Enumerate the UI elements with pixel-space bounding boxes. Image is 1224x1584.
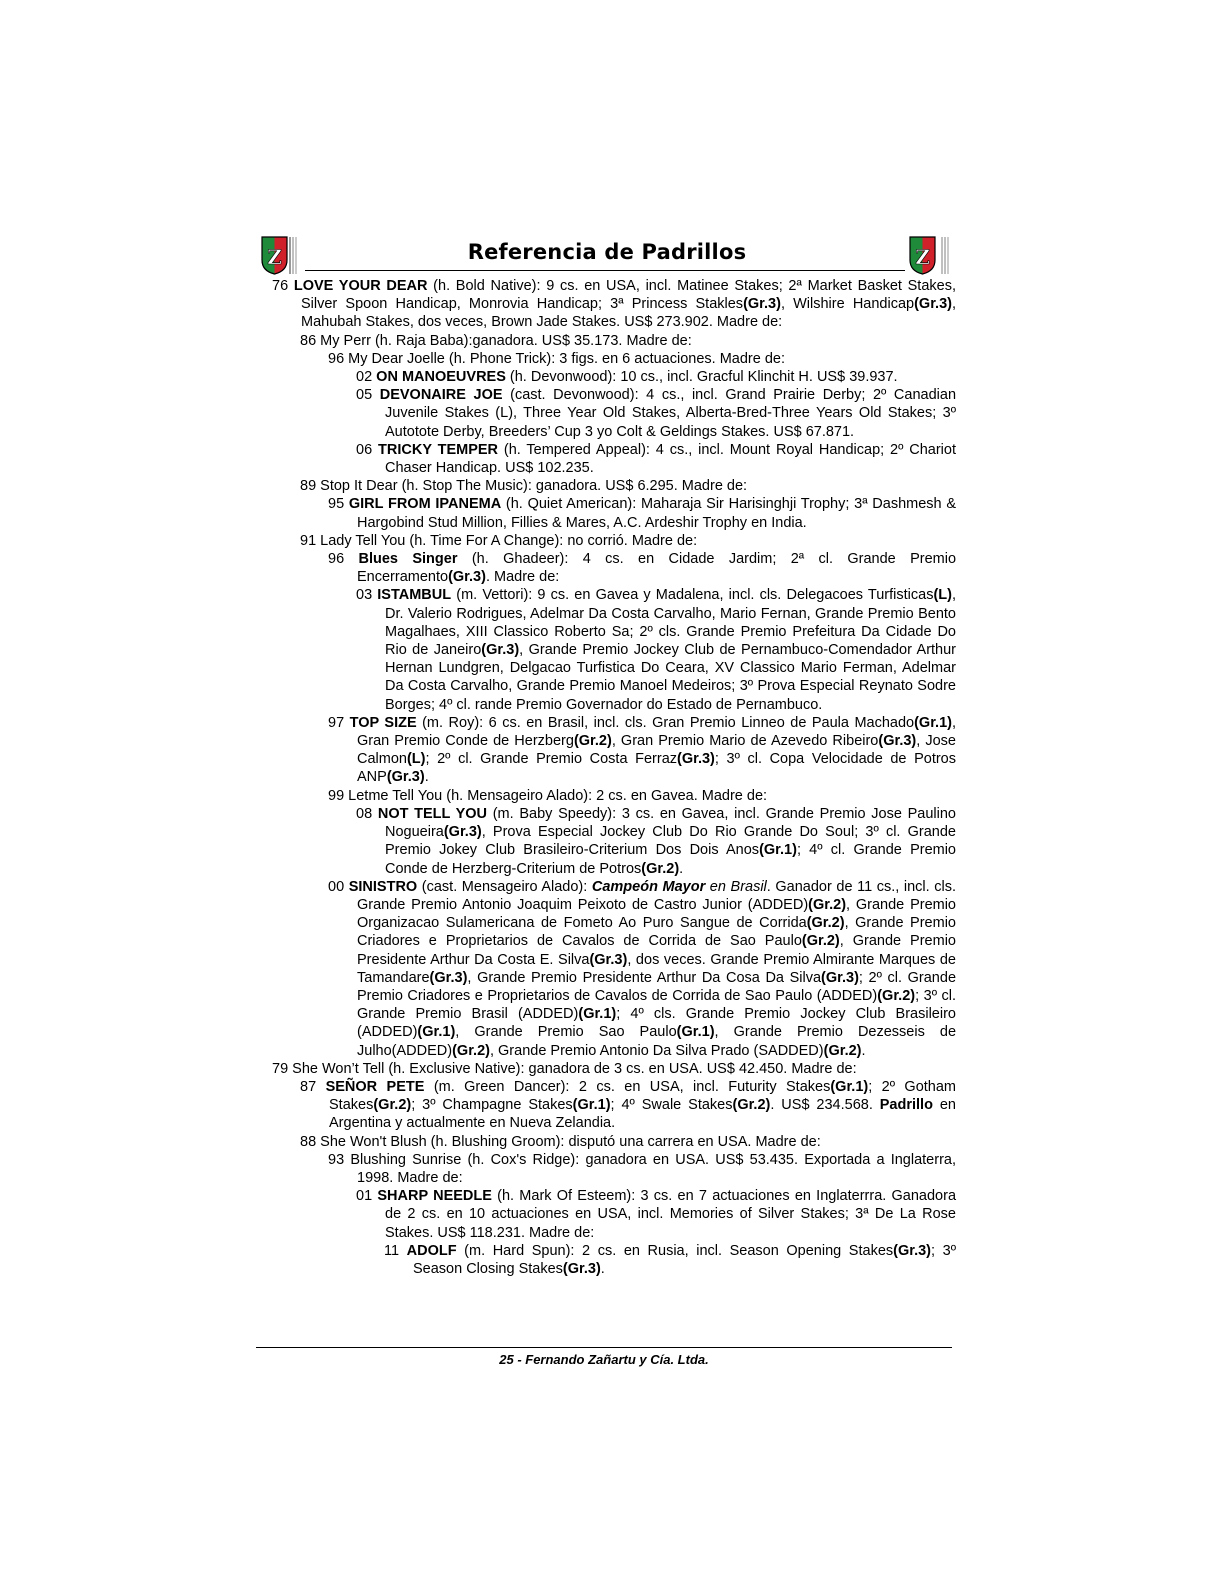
- entry-01-level-3: [272, 1187, 956, 1242]
- entry-year: 05: [356, 387, 373, 404]
- entry-97-level-2: [272, 714, 956, 787]
- entry-text: Blushing Sunrise (h. Cox's Ridge): ganadora en USA. US$ 53.435. Exportada a Inglaterra, 1998. Madre de:: [350, 1151, 956, 1186]
- entry-year: 88: [300, 1133, 317, 1150]
- horse-name: GIRL FROM IPANEMA: [348, 496, 502, 513]
- entry-year: 11: [384, 1242, 400, 1259]
- entry-text: My Dear Joelle (h. Phone Trick): 3 figs. en 6 actuaciones. Madre de:: [348, 350, 785, 367]
- horse-name: SINISTRO: [348, 878, 418, 895]
- svg-text:Z: Z: [915, 245, 930, 269]
- entry-87-level-1: [272, 1078, 956, 1133]
- entry-text: (cast. Devonwood): 4 cs., incl. Grand Prairie Derby; 2º Canadian Juvenile Stakes (L), Three Year Old Stakes, Alberta-Bred-Three Years Old Stakes; 3º Autotote Derby, Breeders’ Cup 3 yo Colt & Geldings Stakes. US$ 67.871.: [385, 387, 957, 440]
- entry-99-level-2: [272, 787, 956, 805]
- horse-name: ADOLF: [406, 1242, 457, 1259]
- entry-96-level-2: [272, 550, 956, 586]
- entry-79-level-0: [272, 1060, 956, 1078]
- entry-96-level-2: [272, 350, 956, 368]
- horse-name: DEVONAIRE JOE: [379, 387, 503, 404]
- logo-left: [256, 234, 310, 276]
- entry-00-level-2: [272, 878, 956, 1060]
- entry-02-level-3: [272, 368, 956, 386]
- entry-text: (h. Ghadeer): 4 cs. en Cidade Jardim; 2ª cl. Grande Premio Encerramento(Gr.3). Madre de:: [357, 551, 957, 586]
- horse-name: SEÑOR PETE: [325, 1078, 425, 1095]
- entry-year: 08: [356, 805, 373, 822]
- entry-year: 89: [300, 478, 317, 495]
- entry-text: (h. Mark Of Esteem): 3 cs. en 7 actuaciones en Inglaterrra. Ganadora de 2 cs. en 10 actuaciones en USA, incl. Memories of Silver Stakes; 3ª De La Rose Stakes. US$ 118.231. Madre de:: [385, 1188, 957, 1241]
- horse-name: TRICKY TEMPER: [378, 441, 499, 458]
- entry-text: (h. Quiet American): Maharaja Sir Harisinghji Trophy; 3ª Dashmesh & Hargobind Stud Million, Fillies & Mares, A.C. Ardeshir Trophy en India.: [357, 496, 957, 531]
- entry-year: 93: [328, 1151, 345, 1168]
- footer-rule: [256, 1347, 952, 1348]
- title-rule: [305, 270, 905, 271]
- entry-text: (h. Devonwood): 10 cs., incl. Gracful Klinchit H. US$ 39.937.: [505, 369, 898, 386]
- entry-93-level-2: [272, 1151, 956, 1187]
- entry-text: Letme Tell You (h. Mensageiro Alado): 2 cs. en Gavea. Madre de:: [348, 787, 768, 804]
- horse-name: SHARP NEEDLE: [377, 1188, 492, 1205]
- entry-year: 99: [328, 787, 345, 804]
- entry-year: 06: [356, 441, 373, 458]
- entry-year: 97: [328, 714, 345, 731]
- entry-year: 76: [272, 278, 289, 294]
- logo-right: [904, 234, 958, 276]
- entry-year: 91: [300, 532, 317, 549]
- horse-name: Blues Singer: [358, 551, 458, 568]
- entry-76-level-0: [272, 277, 956, 332]
- entry-86-level-1: [272, 332, 956, 350]
- pedigree-list: [272, 277, 956, 1278]
- entry-06-level-3: [272, 441, 956, 477]
- entry-88-level-1: [272, 1133, 956, 1151]
- entry-text: She Won't Blush (h. Blushing Groom): disputó una carrera en USA. Madre de:: [320, 1133, 821, 1150]
- entry-05-level-3: [272, 386, 956, 441]
- page-footer: 25 - Fernando Zañartu y Cía. Ltda.: [499, 1352, 709, 1367]
- entry-year: 00: [328, 878, 345, 895]
- entry-year: 86: [300, 332, 317, 349]
- horse-name: ISTAMBUL: [377, 587, 452, 604]
- entry-89-level-1: [272, 477, 956, 495]
- entry-95-level-2: [272, 495, 956, 531]
- entry-text: (h. Bold Native): 9 cs. en USA, incl. Matinee Stakes; 2ª Market Basket Stakes, Silver Spoon Handicap, Monrovia Handicap; 3ª Princess Stakles(Gr.3), Wilshire Handicap(Gr.3), Mahubah Stakes, dos veces, Brown Jade Stakes. US$ 273.902. Madre de:: [301, 278, 956, 331]
- entry-11-level-4: [272, 1242, 956, 1278]
- entry-text: My Perr (h. Raja Baba):ganadora. US$ 35.173. Madre de:: [320, 332, 692, 349]
- entry-year: 96: [328, 551, 345, 568]
- horse-name: NOT TELL YOU: [377, 805, 487, 822]
- entry-year: 01: [356, 1188, 373, 1205]
- entry-text: (m. Hard Spun): 2 cs. en Rusia, incl. Season Opening Stakes(Gr.3); 3º Season Closing Stakes(Gr.3).: [413, 1242, 956, 1277]
- horse-name: ON MANOEUVRES: [376, 369, 506, 386]
- entry-text: She Won’t Tell (h. Exclusive Native): ganadora de 3 cs. en USA. US$ 42.450. Madre de:: [292, 1060, 857, 1077]
- entry-text: Stop It Dear (h. Stop The Music): ganadora. US$ 6.295. Madre de:: [320, 478, 748, 495]
- entry-text: Lady Tell You (h. Time For A Change): no corrió. Madre de:: [320, 532, 698, 549]
- entry-year: 96: [328, 350, 345, 367]
- horse-name: TOP SIZE: [349, 714, 417, 731]
- entry-text: (h. Tempered Appeal): 4 cs., incl. Mount Royal Handicap; 2º Chariot Chaser Handicap. US$ 102.235.: [385, 441, 956, 477]
- entry-year: 95: [328, 496, 345, 513]
- entry-year: 02: [356, 369, 373, 386]
- page-title: Referencia de Padrillos: [467, 240, 747, 264]
- entry-year: 79: [272, 1060, 289, 1077]
- entry-08-level-3: [272, 805, 956, 878]
- entry-text: (m. Roy): 6 cs. en Brasil, incl. cls. Gran Premio Linneo de Paula Machado(Gr.1), Gran Premio Conde de Herzberg(Gr.2), Gran Premio Mario de Azevedo Ribeiro(Gr.3), Jose Calmon(L); 2º cl. Grande Premio Costa Ferraz(Gr.3); 3º cl. Copa Velocidade de Potros ANP(Gr.3).: [357, 714, 956, 786]
- entry-text: (m. Vettori): 9 cs. en Gavea y Madalena, incl. cls. Delegacoes Turfisticas(L), Dr. Valerio Rodrigues, Adelmar Da Costa Carvalho, Mario Fernan, Grande Premio Bento Magalhaes, XIII Classico Roberto Sa; 2º cls. Grande Premio Prefeitura Da Cidade Do Rio de Janeiro(Gr.3), Grande Premio Jockey Club de Pernambuco-Comendador Arthur Hernan Lundgren, Delgacao Turfistica Do Ceara, XV Classico Mario Ferman, Adelmar Da Costa Carvalho, Grande Premio Manoel Medeiros; 3º Prova Especial Reynato Sodre Borges; 4º cl. rande Premio Governador do Estado de Pernambuco.: [385, 587, 957, 713]
- entry-text: (m. Green Dancer): 2 cs. en USA, incl. Futurity Stakes(Gr.1); 2º Gotham Stakes(Gr.2); 3º Champagne Stakes(Gr.1); 4º Swale Stakes(Gr.2). US$ 234.568. Padrillo en Argentina y actualmente en Nueva Zelandia.: [329, 1078, 956, 1132]
- entry-text: (m. Baby Speedy): 3 cs. en Gavea, incl. Grande Premio Jose Paulino Nogueira(Gr.3), Prova Especial Jockey Club Do Rio Grande Do Soul; 3º cl. Grande Premio Jokey Club Brasileiro-Criterium Dos Dois Anos(Gr.1); 4º cl. Grande Premio Conde de Herzberg-Criterium de Potros(Gr.2).: [385, 805, 956, 877]
- horse-name: LOVE YOUR DEAR: [293, 278, 428, 294]
- entry-03-level-3: [272, 586, 956, 713]
- entry-91-level-1: [272, 532, 956, 550]
- entry-year: 87: [300, 1078, 317, 1095]
- entry-year: 03: [356, 587, 373, 604]
- entry-text: (cast. Mensageiro Alado): Campeón Mayor en Brasil. Ganador de 11 cs., incl. cls. Grande Premio Antonio Joaquim Peixoto de Castro Junior (ADDED)(Gr.2), Grande Premio Organizacao Sulamericana de Fometo Ao Puro Sangue de Corrida(Gr.2), Grande Premio Criadores e Proprietarios de Cavalos de Corrida de Sao Paulo(Gr.2), Grande Premio Presidente Arthur Da Costa E. Silva(Gr.3), dos veces. Grande Premio Almirante Marques de Tamandare(Gr.3), Grande Premio Presidente Arthur Da Cosa Da Silva(Gr.3); 2º cl. Grande Premio Criadores e Proprietarios de Cavalos de Corrida de Sao Paulo (ADDED)(Gr.2); 3º cl. Grande Premio Brasil (ADDED)(Gr.1); 4º cls. Grande Premio Jockey Club Brasileiro (ADDED)(Gr.1), Grande Premio Sao Paulo(Gr.1), Grande Premio Dezesseis de Julho(ADDED)(Gr.2), Grande Premio Antonio Da Silva Prado (SADDED)(Gr.2).: [357, 878, 957, 1059]
- svg-text:Z: Z: [267, 245, 282, 269]
